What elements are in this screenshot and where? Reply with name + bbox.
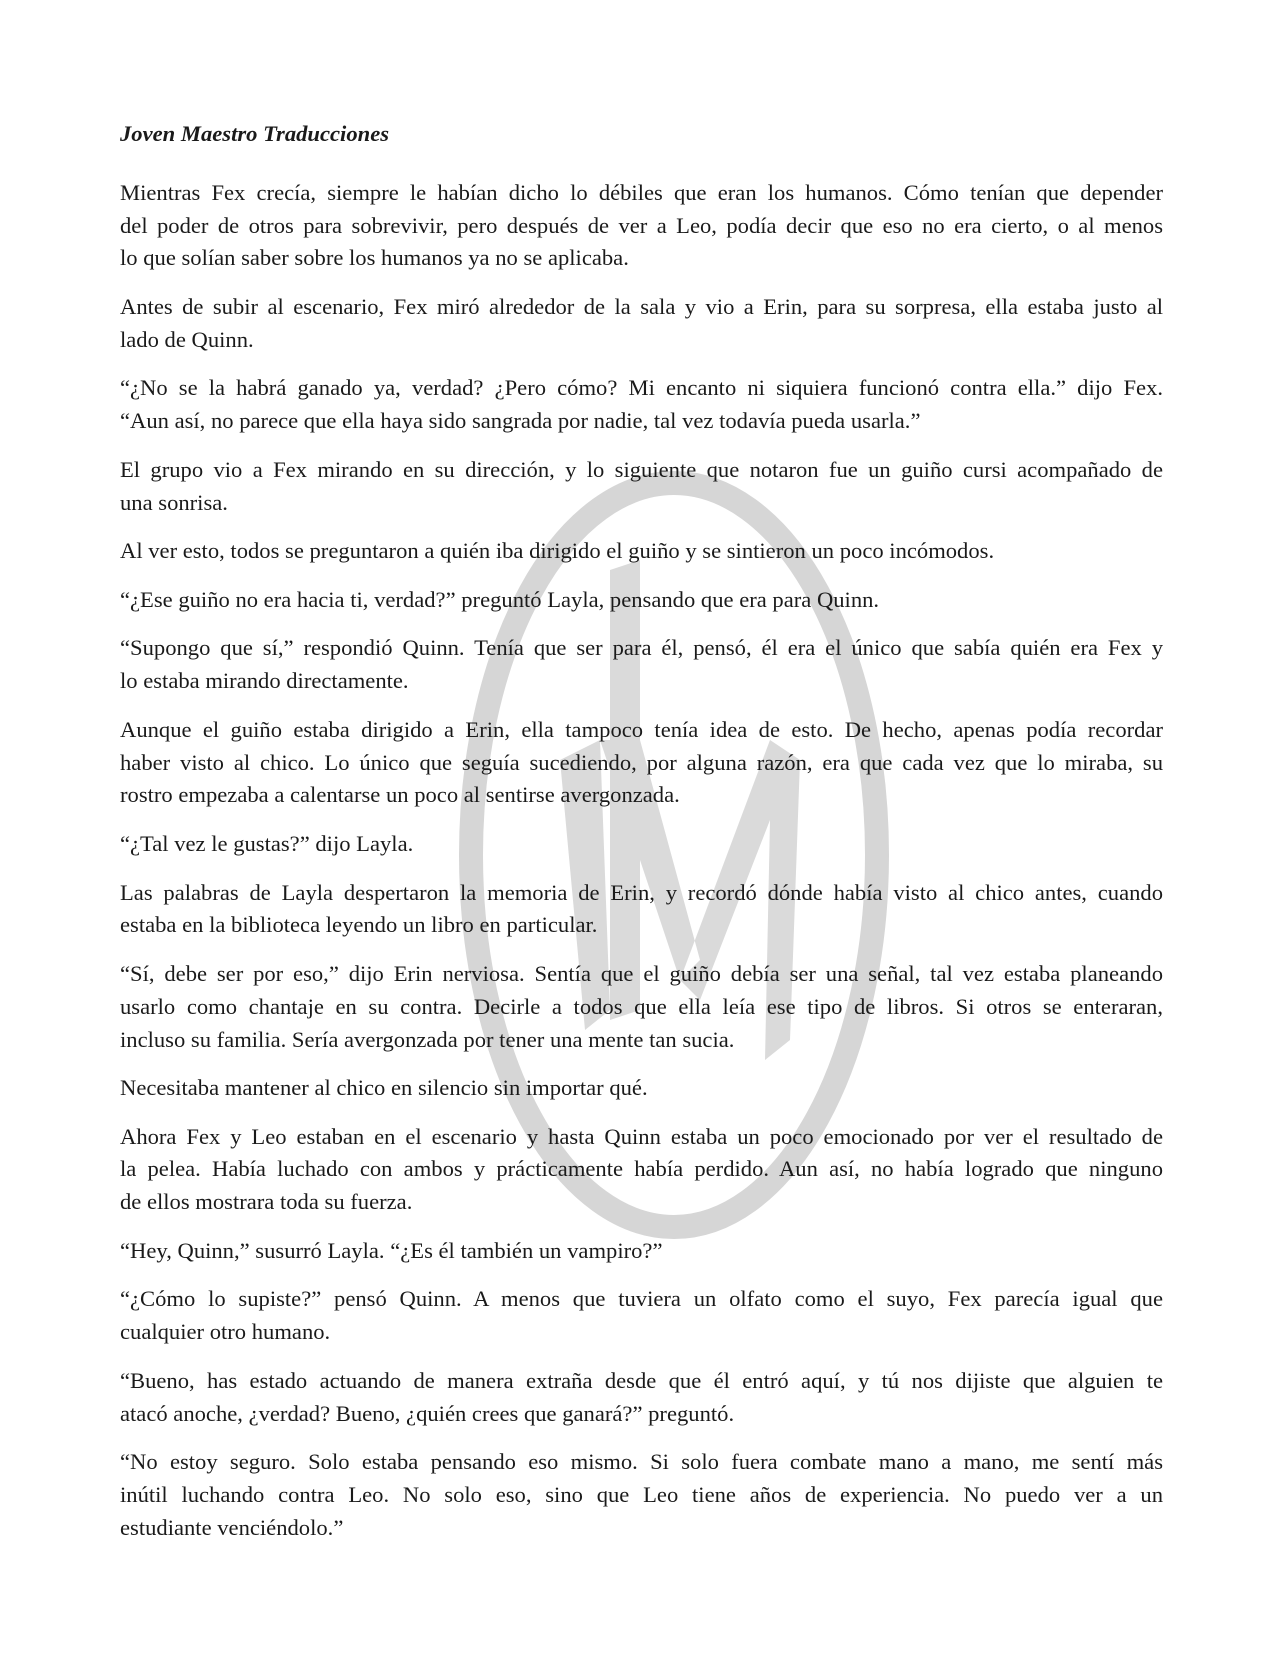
text-line: Antes de subir al escenario, Fex miró alrededor de la sala y vio a Erin, para su sorpresa, ella estaba justo al [120, 293, 1163, 319]
paragraph [120, 632, 1163, 698]
text-line: “¿No se la habrá ganado ya, verdad? ¿Pero cómo? Mi encanto ni siquiera funcionó contra ella.” dijo Fex. [120, 375, 1163, 401]
text-line: lo estaba mirando directamente. [120, 668, 409, 694]
paragraph [120, 877, 1163, 943]
text-line: estudiante venciéndolo.” [120, 1514, 344, 1540]
paragraph [120, 454, 1163, 520]
text-line: “Sí, debe ser por eso,” dijo Erin nerviosa. Sentía que el guiño debía ser una señal, tal vez estaba planeando [120, 960, 1163, 986]
document-body [120, 177, 1163, 1545]
text-line: “¿Cómo lo supiste?” pensó Quinn. A menos que tuviera un olfato como el suyo, Fex parecía igual que [120, 1286, 1163, 1312]
paragraph [120, 535, 1163, 568]
paragraph [120, 1446, 1163, 1544]
text-line: “No estoy seguro. Solo estaba pensando eso mismo. Si solo fuera combate mano a mano, me sentí más [120, 1449, 1163, 1475]
document-title: Joven Maestro Traducciones [120, 121, 390, 146]
text-line: “Hey, Quinn,” susurró Layla. “¿Es él también un vampiro?” [120, 1237, 663, 1263]
text-line: incluso su familia. Sería avergonzada por tener una mente tan sucia. [120, 1026, 735, 1052]
text-line: lado de Quinn. [120, 326, 254, 352]
paragraph [120, 177, 1163, 275]
text-line: rostro empezaba a calentarse un poco al sentirse avergonzada. [120, 782, 680, 808]
text-line: Las palabras de Layla despertaron la memoria de Erin, y recordó dónde había visto al chico antes, cuando [120, 879, 1163, 905]
text-line: haber visto al chico. Lo único que seguía sucediendo, por alguna razón, era que cada vez que lo miraba, su [120, 749, 1163, 775]
text-line: “¿Ese guiño no era hacia ti, verdad?” preguntó Layla, pensando que era para Quinn. [120, 586, 880, 612]
text-line: “Aun así, no parece que ella haya sido sangrada por nadie, tal vez todavía pueda usarla.” [120, 408, 921, 434]
text-line: inútil luchando contra Leo. No solo eso, sino que Leo tiene años de experiencia. No puedo ver a un [120, 1482, 1163, 1508]
text-line: del poder de otros para sobrevivir, pero después de ver a Leo, podía decir que eso no era cierto, o al menos [120, 212, 1163, 238]
paragraph [120, 372, 1163, 438]
text-line: El grupo vio a Fex mirando en su dirección, y lo siguiente que notaron fue un guiño cursi acompañado de [120, 456, 1163, 482]
paragraph [120, 828, 1163, 861]
text-line: usarlo como chantaje en su contra. Decirle a todos que ella leía ese tipo de libros. Si otros se enteraran, [120, 993, 1163, 1019]
text-line: atacó anoche, ¿verdad? Bueno, ¿quién crees que ganará?” preguntó. [120, 1400, 735, 1426]
paragraph [120, 1235, 1163, 1268]
text-line: “Bueno, has estado actuando de manera extraña desde que él entró aquí, y tú nos dijiste que alguien te [120, 1367, 1163, 1393]
text-line: “Supongo que sí,” respondió Quinn. Tenía que ser para él, pensó, él era el único que sabía quién era Fex y [120, 635, 1163, 661]
paragraph [120, 1072, 1163, 1105]
text-line: cualquier otro humano. [120, 1319, 331, 1345]
paragraph [120, 958, 1163, 1056]
text-line: lo que solían saber sobre los humanos ya no se aplicaba. [120, 245, 629, 271]
paragraph [120, 1283, 1163, 1349]
text-line: Al ver esto, todos se preguntaron a quién iba dirigido el guiño y se sintieron un poco incómodos. [120, 538, 995, 564]
paragraph [120, 291, 1163, 357]
text-line: la pelea. Había luchado con ambos y prácticamente había perdido. Aun así, no había logrado que ninguno [120, 1156, 1163, 1182]
paragraph [120, 584, 1163, 617]
text-line: una sonrisa. [120, 489, 228, 515]
text-line: de ellos mostrara toda su fuerza. [120, 1189, 413, 1215]
text-line: Mientras Fex crecía, siempre le habían dicho lo débiles que eran los humanos. Cómo tenían que depender [120, 179, 1163, 205]
paragraph [120, 1121, 1163, 1219]
text-line: estaba en la biblioteca leyendo un libro en particular. [120, 912, 598, 938]
document-page [120, 118, 1163, 1560]
text-line: Ahora Fex y Leo estaban en el escenario y hasta Quinn estaba un poco emocionado por ver el resultado de [120, 1123, 1163, 1149]
text-line: Necesitaba mantener al chico en silencio sin importar qué. [120, 1075, 648, 1101]
text-line: Aunque el guiño estaba dirigido a Erin, ella tampoco tenía idea de esto. De hecho, apenas podía recordar [120, 716, 1163, 742]
paragraph [120, 714, 1163, 812]
paragraph [120, 1365, 1163, 1431]
text-line: “¿Tal vez le gustas?” dijo Layla. [120, 830, 414, 856]
